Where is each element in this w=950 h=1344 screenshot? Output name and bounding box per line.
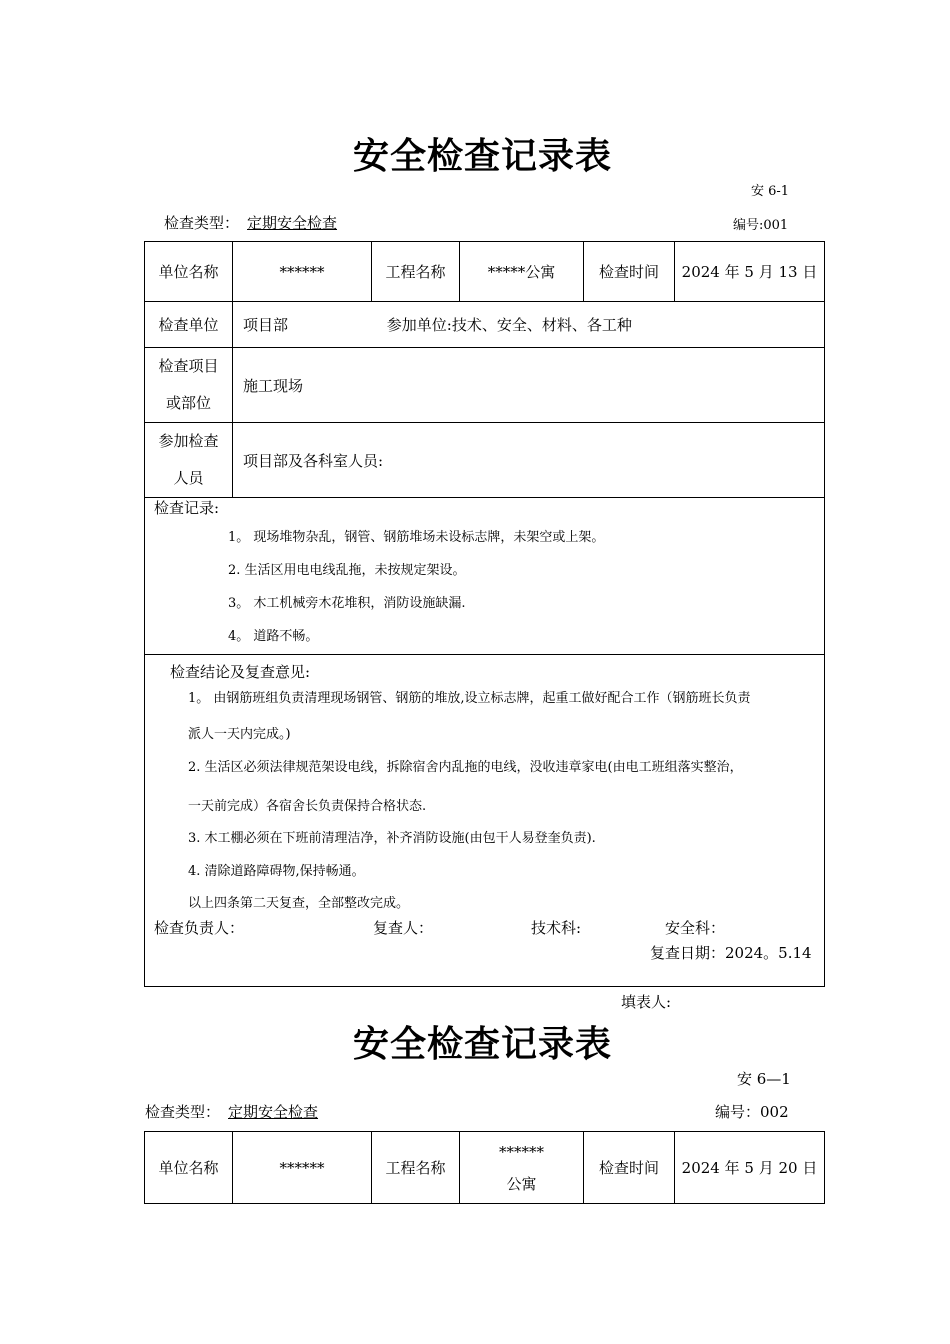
record-item-3: 3。 木工机械旁木花堆积，消防设施缺漏. xyxy=(228,596,466,611)
review-date: 复查日期：2024。5.14 xyxy=(650,944,812,962)
conclusion-line-4: 一天前完成）各宿舍长负责保持合格状态. xyxy=(188,799,427,814)
form1-title: 安全检查记录表 xyxy=(353,135,613,177)
inspection-staff-label xyxy=(145,423,233,498)
form2-project-name-label: 工程名称 xyxy=(372,1132,460,1204)
form2-unit-name-label: 单位名称 xyxy=(145,1132,233,1204)
inspection-time-label: 检查时间 xyxy=(584,242,675,302)
form2-type-label: 检查类型： xyxy=(145,1103,221,1121)
form2-number: 编号：002 xyxy=(715,1103,789,1121)
form2-title: 安全检查记录表 xyxy=(353,1023,613,1065)
record-item-2: 2. 生活区用电电线乱拖，未按规定架设。 xyxy=(228,563,466,578)
inspection-records-box xyxy=(144,491,825,655)
conclusion-line-3: 2. 生活区必须法律规范架设电线，拆除宿舍内乱拖的电线，没收违章家电(由电工班组落实整治， xyxy=(188,760,743,775)
inspection-time-value: 2024 年 5 月 13 日 xyxy=(675,242,825,302)
inspection-item-label-line2: 或部位 xyxy=(165,394,211,412)
participating-units: 参加单位:技术、安全、材料、各工种 xyxy=(386,316,632,334)
form-filler: 填表人: xyxy=(621,993,672,1011)
form2-inspection-time-label: 检查时间 xyxy=(584,1132,675,1204)
form2-doc-code: 安 6—1 xyxy=(737,1070,791,1088)
record-item-4: 4。 道路不畅。 xyxy=(228,629,319,644)
form2-inspection-time-value: 2024 年 5 月 20 日 xyxy=(675,1132,825,1204)
conclusion-line-6: 4. 清除道路障碍物,保持畅通。 xyxy=(188,864,365,879)
form2-type-value: 定期安全检查 xyxy=(228,1103,319,1121)
form1-header-table xyxy=(144,241,825,498)
form1-doc-code: 安 6-1 xyxy=(751,184,790,199)
form2-unit-name-value: ****** xyxy=(233,1132,372,1204)
form2-project-name-line1: ****** xyxy=(499,1142,544,1161)
conclusion-line-7: 以上四条第二天复查，全部整改完成。 xyxy=(188,896,410,911)
tech-dept-signature: 技术科: xyxy=(531,919,582,937)
record-item-1: 1。 现场堆物杂乱，钢管、钢筋堆场未设标志牌，未架空或上架。 xyxy=(228,530,605,545)
conclusion-label: 检查结论及复查意见: xyxy=(170,663,311,681)
project-name-label: 工程名称 xyxy=(372,242,460,302)
form2-header-table xyxy=(144,1131,825,1204)
form1-type-value: 定期安全检查 xyxy=(247,214,338,232)
inspection-lead-signature: 检查负责人： xyxy=(154,919,245,937)
inspection-unit-cell xyxy=(233,302,825,348)
unit-name-label: 单位名称 xyxy=(145,242,233,302)
unit-name-value: ****** xyxy=(233,242,372,302)
conclusion-line-2: 派人一天内完成。) xyxy=(188,727,291,742)
form1-number: 编号:001 xyxy=(733,218,789,233)
reviewer-signature: 复查人： xyxy=(373,919,434,937)
inspection-item-label xyxy=(145,348,233,423)
inspection-unit-value: 项目部 xyxy=(243,316,289,334)
conclusion-box xyxy=(144,654,825,987)
safety-dept-signature: 安全科： xyxy=(665,919,726,937)
form2-project-name-value xyxy=(460,1132,584,1204)
inspection-item-label-line1: 检查项目 xyxy=(158,357,219,375)
inspection-staff-label-line2: 人员 xyxy=(173,469,204,487)
conclusion-line-1: 1。 由钢筋班组负责清理现场钢管、钢筋的堆放,设立标志牌，起重工做好配合工作（钢筋班长负责 xyxy=(188,691,751,706)
form2-project-name-line2: 公寓 xyxy=(506,1174,537,1193)
conclusion-line-5: 3. 木工棚必须在下班前清理洁净，补齐消防设施(由包干人易登奎负责). xyxy=(188,831,596,846)
project-name-value: *****公寓 xyxy=(460,242,584,302)
inspection-unit-label: 检查单位 xyxy=(145,302,233,348)
form1-type-label: 检查类型： xyxy=(164,214,240,232)
inspection-staff-value: 项目部及各科室人员: xyxy=(233,423,825,498)
inspection-item-value: 施工现场 xyxy=(233,348,825,423)
inspection-staff-label-line1: 参加检查 xyxy=(158,432,219,450)
records-label: 检查记录: xyxy=(154,499,220,517)
